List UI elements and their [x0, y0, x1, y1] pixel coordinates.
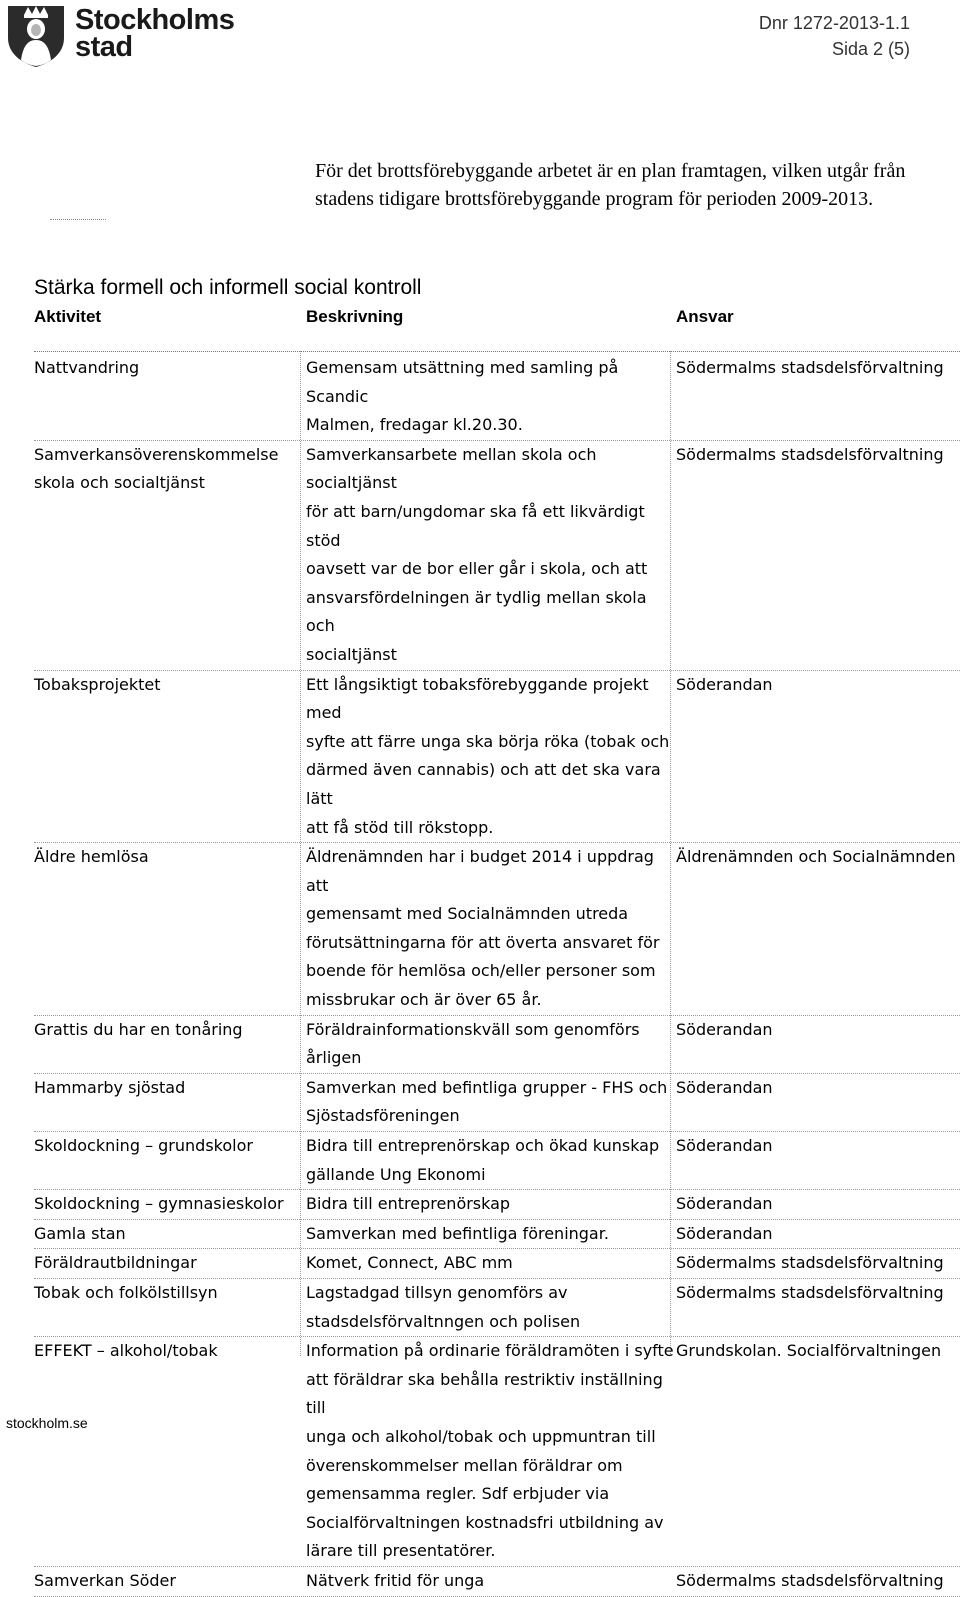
description-cell-line: syfte att färre unga ska börja röka (tobak och	[306, 731, 670, 751]
description-cell-line: Ett långsiktigt tobaksförebyggande projekt med	[306, 674, 649, 723]
activity-cell-line: Nattvandring	[34, 358, 140, 377]
responsible-cell: Söderandan	[676, 1077, 773, 1097]
activity-table	[34, 354, 960, 1597]
description-cell-line: Föräldrainformationskväll som genomförs	[306, 1019, 640, 1039]
description-cell-line: att få stöd till rökstopp.	[306, 817, 494, 837]
description-cell-line: Äldrenämnden har i budget 2014 i uppdrag att	[306, 847, 654, 895]
description-cell	[306, 1337, 676, 1566]
table-row	[34, 1220, 960, 1250]
page-indicator: Sida 2 (5)	[831, 39, 910, 59]
table-row	[34, 1016, 960, 1074]
description-cell-line: missbrukar och är över 65 år.	[306, 990, 542, 1010]
activity-cell-line: Skoldockning – grundskolor	[34, 1136, 253, 1156]
logo-line-2: stad	[75, 31, 133, 63]
table-header-rule	[34, 351, 960, 352]
activity-cell-line: Gamla stan	[34, 1223, 126, 1243]
description-cell	[306, 1190, 676, 1219]
responsible-cell: Södermalms stadsdelsförvaltning	[676, 358, 944, 377]
description-cell-line: Socialförvaltningen kostnadsfri utbildning av	[306, 1512, 664, 1532]
responsible-cell: Södermalms stadsdelsförvaltning	[676, 1283, 944, 1302]
activity-cell	[34, 1074, 306, 1131]
responsible-cell: Söderandan	[676, 1019, 773, 1039]
activity-cell	[34, 1249, 306, 1278]
intro-paragraph: För det brottsförebyggande arbetet är en plan framtagen, vilken utgår från stadens tidigare brottsförebyggande program för perioden 2009-2013.	[315, 160, 906, 210]
activity-cell	[34, 1279, 306, 1336]
activity-cell-line: Äldre hemlösa	[34, 847, 149, 867]
activity-cell	[34, 1567, 306, 1596]
table-row	[34, 1337, 960, 1567]
description-cell-line: Komet, Connect, ABC mm	[306, 1253, 513, 1273]
description-cell	[306, 1220, 676, 1249]
table-row	[34, 1279, 960, 1337]
description-cell-line: att föräldrar ska behålla restriktiv inställning till	[306, 1369, 663, 1418]
description-cell-line: boende för hemlösa och/eller personer som	[306, 961, 656, 981]
description-cell-line: ansvarsfördelningen är tydlig mellan skola och	[306, 587, 647, 636]
description-cell-line: Gemensam utsättning med samling på Scandic	[306, 358, 619, 406]
description-cell-line: Malmen, fredagar kl.20.30.	[306, 415, 523, 435]
activity-cell	[34, 1190, 306, 1219]
responsible-cell: Södermalms stadsdelsförvaltning	[676, 1570, 944, 1590]
description-cell-line: Information på ordinarie föräldramöten i syfte	[306, 1341, 674, 1361]
table-row	[34, 354, 960, 441]
description-cell	[306, 441, 676, 670]
responsible-cell: Södermalms stadsdelsförvaltning	[676, 444, 944, 464]
activity-cell-line: Skoldockning – gymnasieskolor	[34, 1194, 284, 1214]
column-header-description: Beskrivning	[306, 307, 404, 326]
crest-icon	[4, 2, 68, 68]
description-cell-line: gällande Ung Ekonomi	[306, 1164, 486, 1184]
activity-cell	[34, 671, 306, 843]
responsible-cell: Söderandan	[676, 1136, 773, 1156]
description-cell-line: överenskommelser mellan föräldrar om	[306, 1455, 623, 1475]
description-cell-line: årligen	[306, 1048, 362, 1068]
responsible-cell: Grundskolan. Socialförvaltningen	[676, 1341, 942, 1361]
description-cell-line: Samverkan med befintliga grupper - FHS och	[306, 1077, 668, 1097]
table-row	[34, 1249, 960, 1279]
description-cell-line: förutsättningarna för att överta ansvaret för	[306, 932, 660, 952]
description-cell-line: Samverkan med befintliga föreningar.	[306, 1223, 609, 1243]
margin-divider	[50, 219, 106, 220]
responsible-cell: Södermalms stadsdelsförvaltning	[676, 1253, 944, 1273]
description-cell-line: därmed även cannabis) och att det ska vara lätt	[306, 760, 661, 808]
activity-cell	[34, 1132, 306, 1189]
activity-cell-line: Tobak och folkölstillsyn	[34, 1283, 218, 1302]
activity-cell-line: Samverkansöverenskommelse	[34, 444, 279, 464]
description-cell-line: för att barn/ungdomar ska få ett likvärdigt stöd	[306, 501, 645, 550]
activity-cell	[34, 1220, 306, 1249]
activity-cell	[34, 1337, 306, 1566]
description-cell-line: unga och alkohol/tobak och uppmuntran till	[306, 1426, 656, 1446]
description-cell-line: lärare till presentatörer.	[306, 1541, 496, 1561]
activity-cell-line: skola och socialtjänst	[34, 473, 205, 493]
description-cell	[306, 1249, 676, 1278]
description-cell-line: Bidra till entreprenörskap	[306, 1194, 511, 1214]
document-number: Dnr 1272-2013-1.1	[758, 13, 910, 33]
description-cell	[306, 1279, 676, 1336]
responsible-cell: Äldrenämnden och Socialnämnden	[676, 847, 956, 867]
table-row	[34, 1074, 960, 1132]
footer-url: stockholm.se	[6, 1415, 88, 1431]
description-cell	[306, 354, 676, 440]
table-row	[34, 1190, 960, 1220]
description-cell-line: gemensamt med Socialnämnden utreda	[306, 904, 629, 924]
column-header-responsible: Ansvar	[676, 307, 734, 326]
table-row	[34, 1567, 960, 1597]
description-cell	[306, 1016, 676, 1073]
description-cell-line: Sjöstadsföreningen	[306, 1106, 460, 1126]
activity-cell	[34, 1016, 306, 1073]
description-cell-line: Samverkansarbete mellan skola och socialtjänst	[306, 444, 597, 493]
table-row	[34, 671, 960, 844]
column-header-activity: Aktivitet	[34, 307, 102, 326]
table-row	[34, 441, 960, 671]
stockholms-stad-logo	[4, 2, 235, 68]
description-cell-line: Nätverk fritid för unga	[306, 1570, 485, 1590]
activity-cell	[34, 354, 306, 440]
description-cell	[306, 1567, 676, 1596]
description-cell-line: gemensamma regler. Sdf erbjuder via	[306, 1484, 610, 1504]
responsible-cell: Söderandan	[676, 674, 773, 694]
activity-cell-line: Hammarby sjöstad	[34, 1077, 186, 1097]
activity-cell-line: Samverkan Söder	[34, 1570, 176, 1590]
description-cell-line: socialtjänst	[306, 644, 397, 664]
responsible-cell: Söderandan	[676, 1194, 773, 1214]
description-cell	[306, 1132, 676, 1189]
description-cell	[306, 843, 676, 1015]
responsible-cell: Söderandan	[676, 1223, 773, 1243]
section-heading: Stärka formell och informell social kontroll	[34, 276, 422, 299]
activity-cell-line: Tobaksprojektet	[34, 674, 161, 694]
activity-cell-line: Grattis du har en tonåring	[34, 1019, 243, 1039]
description-cell-line: Lagstadgad tillsyn genomförs av	[306, 1283, 568, 1302]
description-cell-line: Bidra till entreprenörskap och ökad kunskap	[306, 1136, 660, 1156]
activity-cell	[34, 441, 306, 670]
activity-cell	[34, 843, 306, 1015]
activity-cell-line: EFFEKT – alkohol/tobak	[34, 1341, 218, 1361]
description-cell-line: stadsdelsförvaltnngen och polisen	[306, 1311, 581, 1331]
activity-cell-line: Föräldrautbildningar	[34, 1253, 197, 1273]
description-cell	[306, 1074, 676, 1131]
description-cell-line: oavsett var de bor eller går i skola, och att	[306, 559, 648, 579]
logo-line-1: Stockholms	[75, 4, 235, 36]
table-row	[34, 843, 960, 1016]
description-cell	[306, 671, 676, 843]
table-row	[34, 1132, 960, 1190]
